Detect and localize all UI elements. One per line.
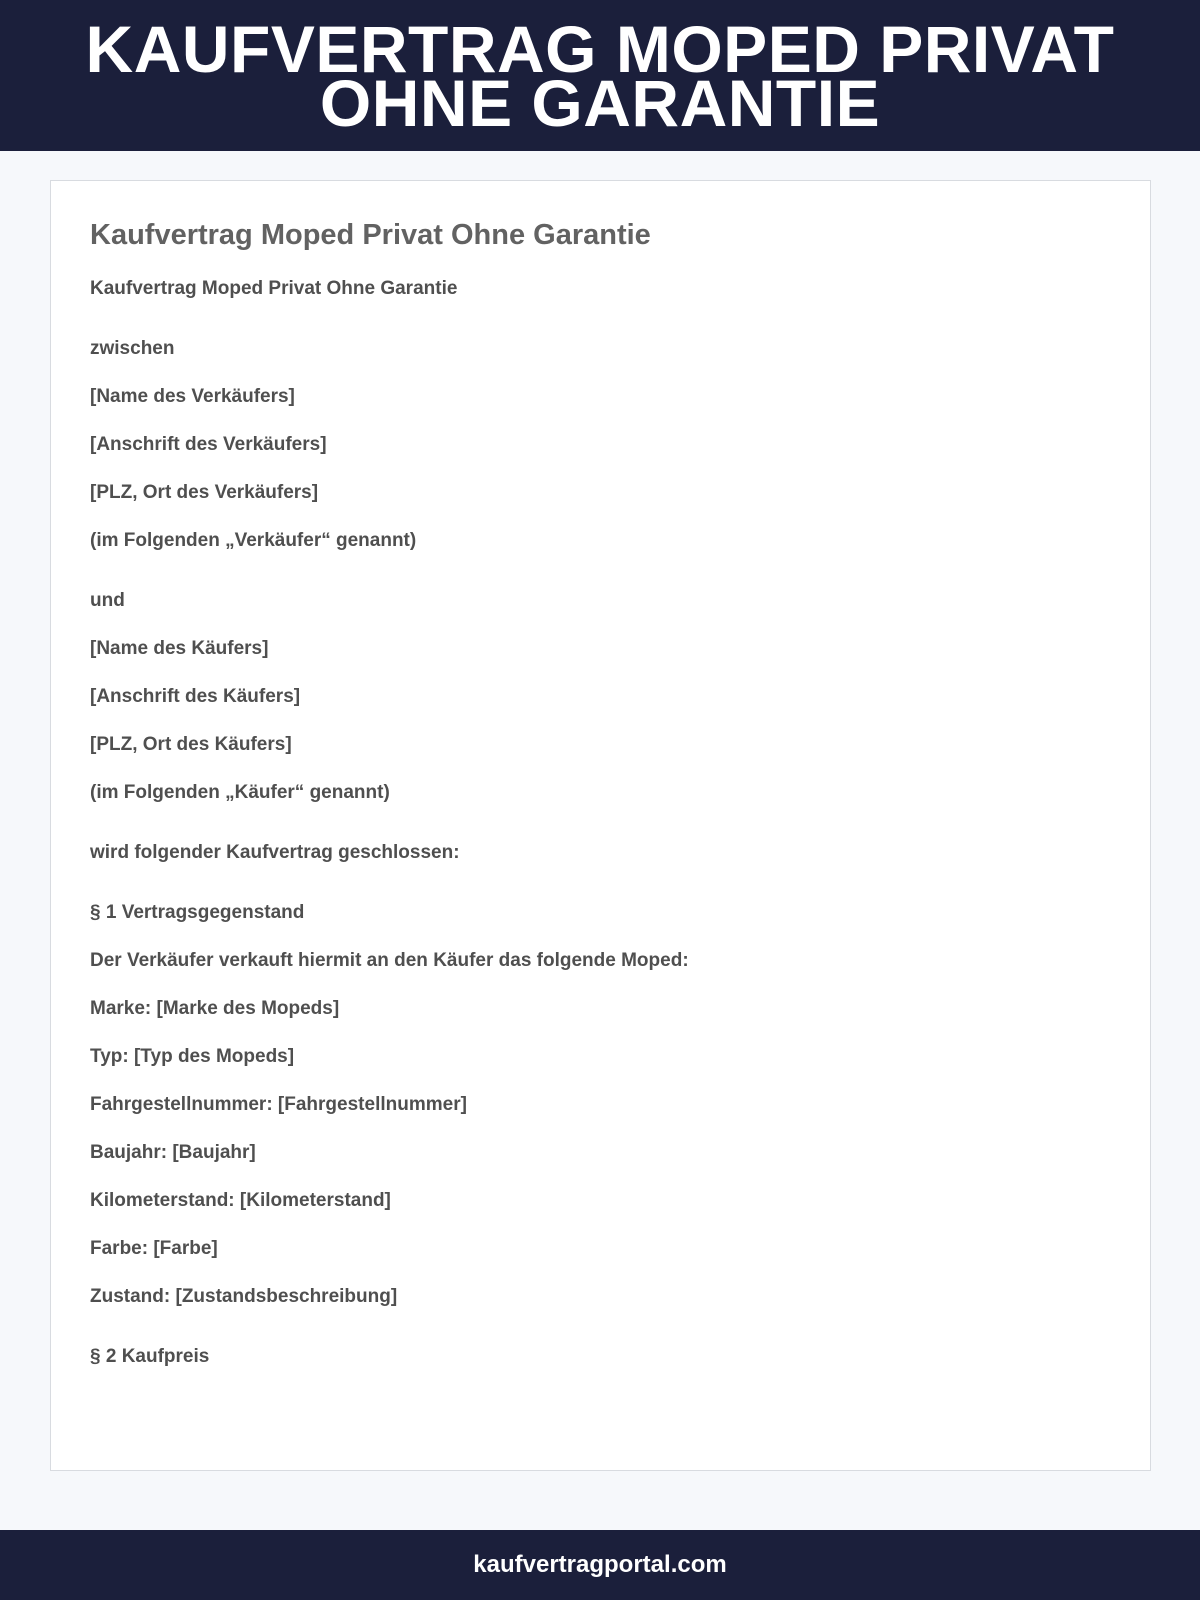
footer-site-name: kaufvertragportal.com <box>473 1551 727 1578</box>
document-line: Zustand: [Zustandsbeschreibung] <box>90 1286 398 1307</box>
section-heading: § 1 Vertragsgegenstand <box>90 902 305 923</box>
header-banner <box>0 0 1200 151</box>
document-line: Der Verkäufer verkauft hiermit an den Käufer das folgende Moped: <box>90 950 689 971</box>
footer-banner <box>0 1530 1200 1600</box>
document-line: [Name des Verkäufers] <box>90 386 295 407</box>
document-line: Baujahr: [Baujahr] <box>90 1142 256 1163</box>
document-heading: Kaufvertrag Moped Privat Ohne Garantie <box>90 219 651 251</box>
document-line: [PLZ, Ort des Käufers] <box>90 734 292 755</box>
document-line: zwischen <box>90 338 175 359</box>
document-line: Fahrgestellnummer: [Fahrgestellnummer] <box>90 1094 467 1115</box>
document-line: [Anschrift des Verkäufers] <box>90 434 327 455</box>
document-line: und <box>90 590 125 611</box>
document-subtitle: Kaufvertrag Moped Privat Ohne Garantie <box>90 278 458 299</box>
document-card <box>50 180 1151 1471</box>
document-line: (im Folgenden „Käufer“ genannt) <box>90 782 390 803</box>
document-line: [Anschrift des Käufers] <box>90 686 301 707</box>
document-line: wird folgender Kaufvertrag geschlossen: <box>90 842 460 863</box>
document-line: (im Folgenden „Verkäufer“ genannt) <box>90 530 417 551</box>
document-line: Kilometerstand: [Kilometerstand] <box>90 1190 391 1211</box>
document-line: Typ: [Typ des Mopeds] <box>90 1046 295 1067</box>
document-line: [Name des Käufers] <box>90 638 269 659</box>
document-line: Marke: [Marke des Mopeds] <box>90 998 340 1019</box>
section-heading: § 2 Kaufpreis <box>90 1346 210 1367</box>
document-line: [PLZ, Ort des Verkäufers] <box>90 482 319 503</box>
document-line: Farbe: [Farbe] <box>90 1238 218 1259</box>
page-title: KAUFVERTRAG MOPED PRIVAT OHNE GARANTIE <box>85 11 1115 140</box>
